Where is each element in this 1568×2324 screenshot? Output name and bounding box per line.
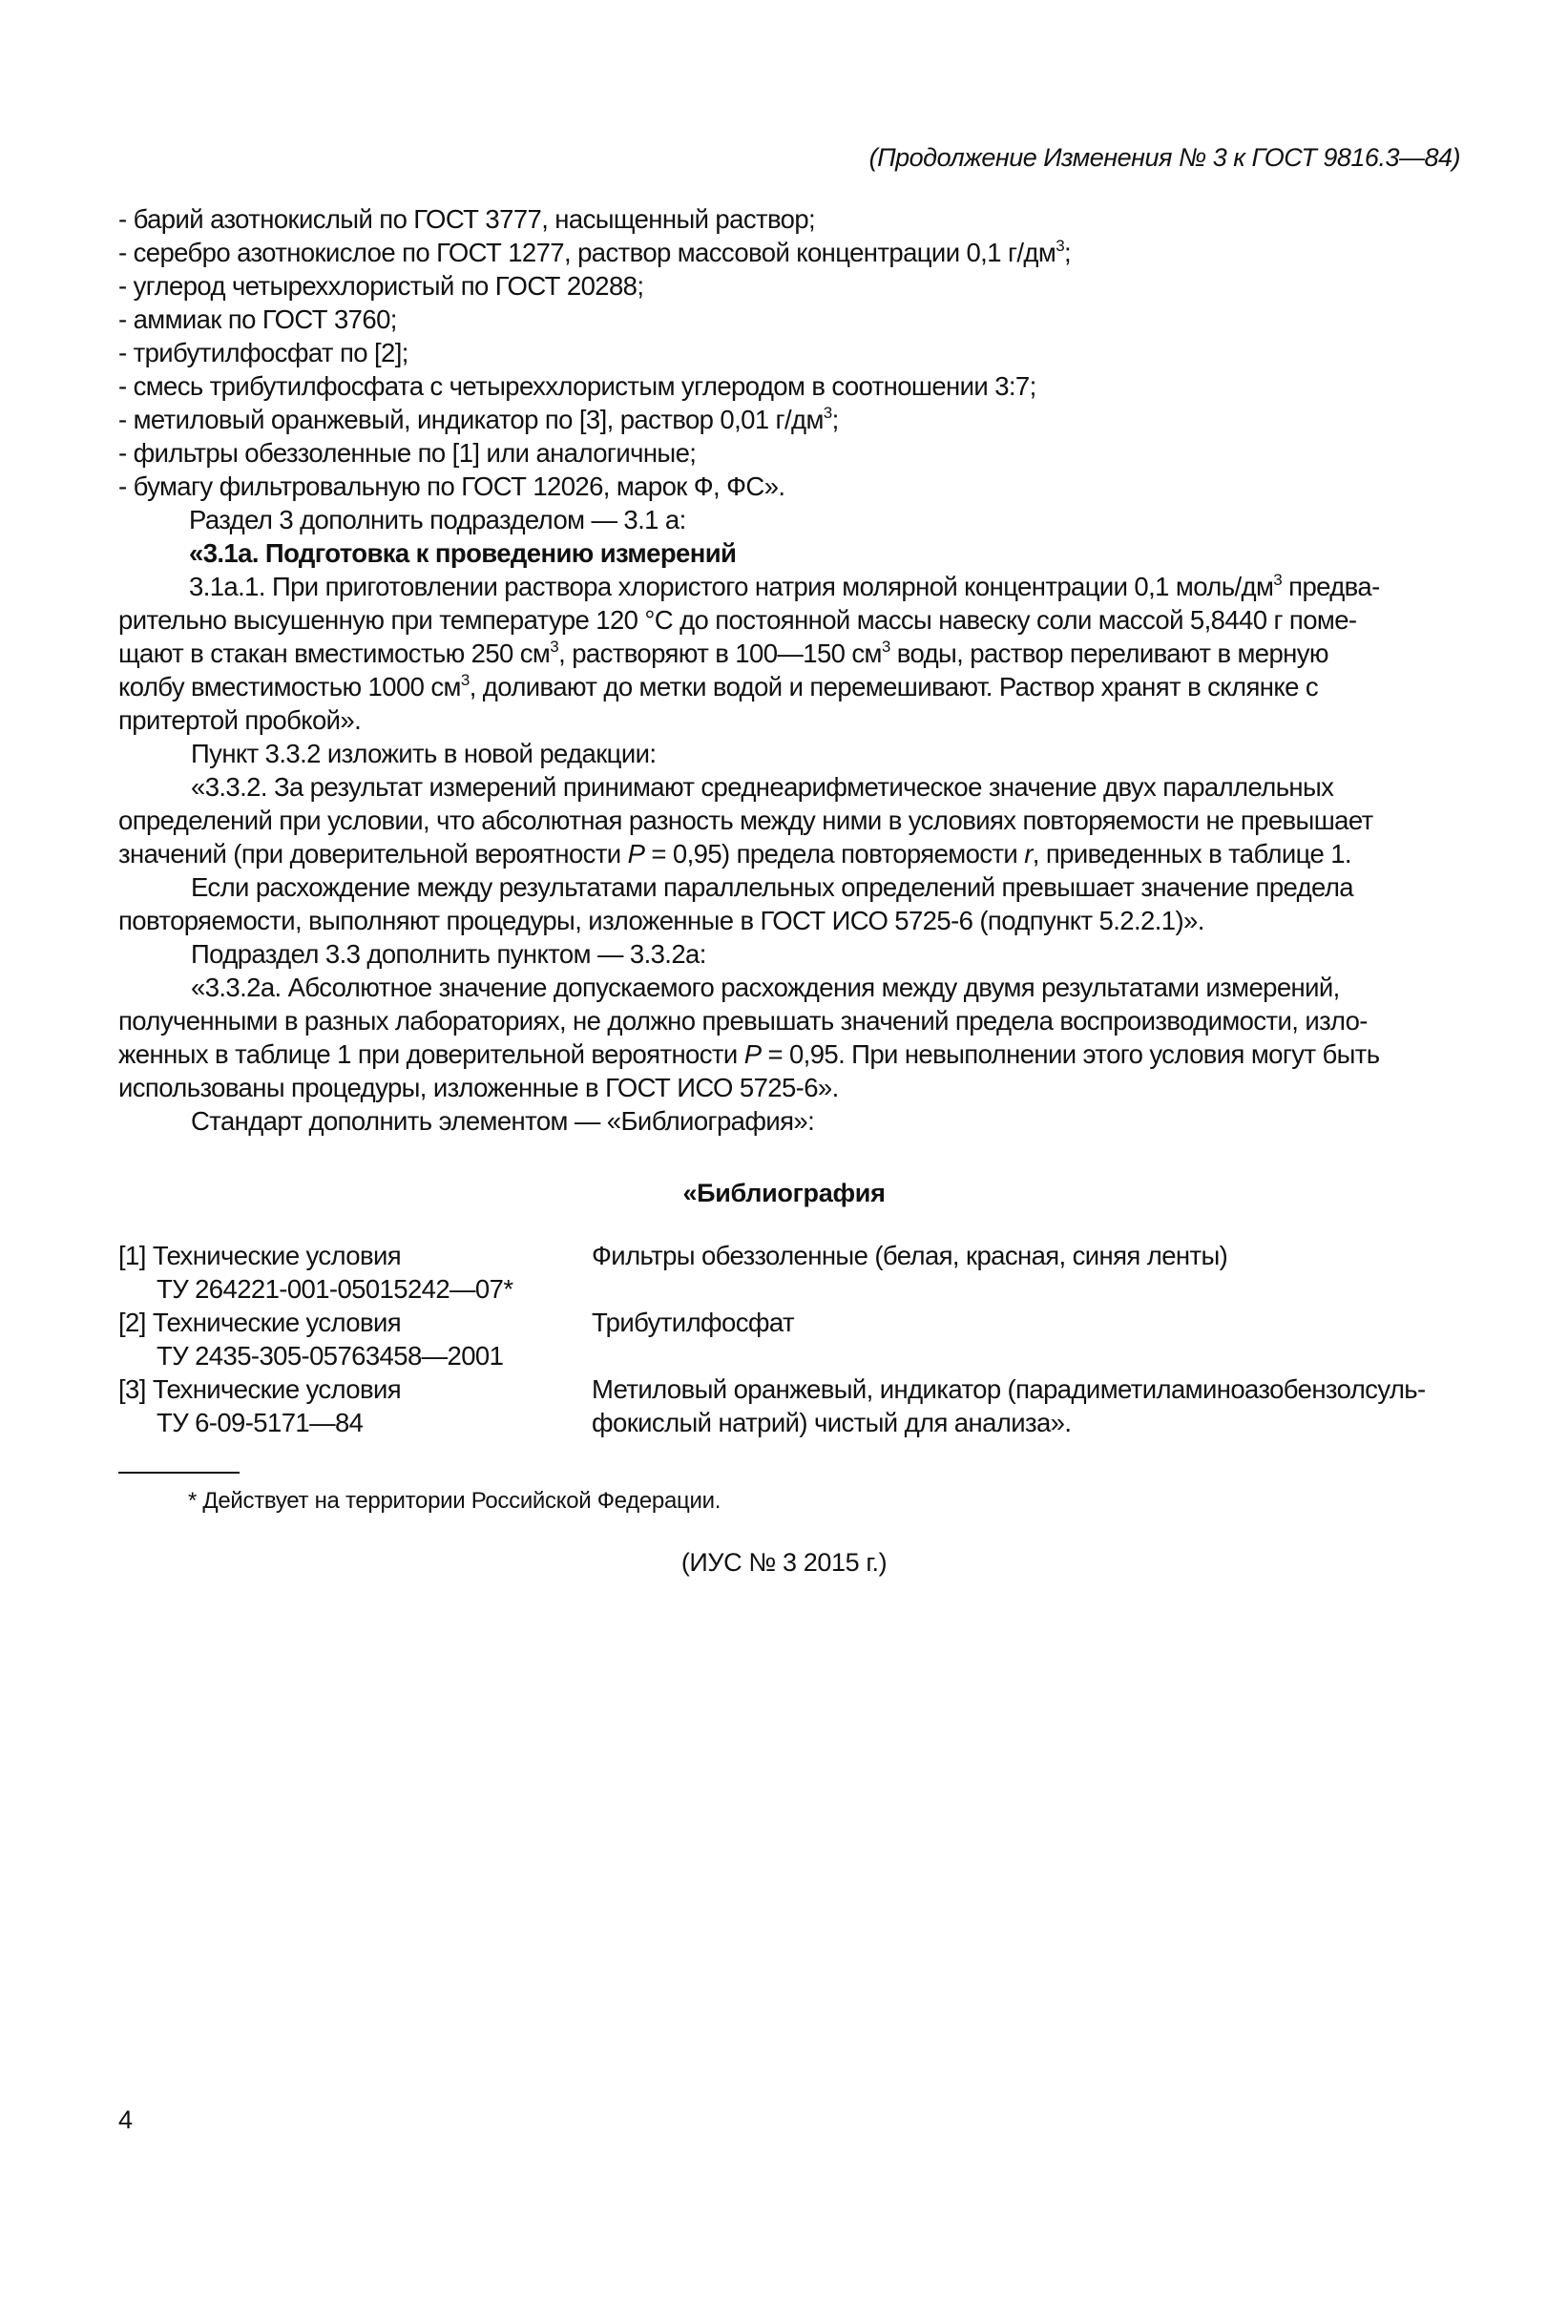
bibliography-title: Метиловый оранжевый, индикатор (парадиметиламиноазобензолсуль- фокислый натрий) чистый для анализа».: [592, 1374, 1426, 1437]
list-item: - смесь трибутилфосфата с четыреххлористым углеродом в соотношении 3:7;: [118, 371, 1036, 401]
list-item: - бумагу фильтровальную по ГОСТ 12026, марок Ф, ФС».: [118, 471, 785, 501]
bibliography-reference: [3] Технические условия ТУ 6-09-5171—84: [118, 1374, 402, 1437]
paragraph-line: щают в стакан вместимостью 250 $см^3$, растворяют в 100—150 $см^3$ воды, раствор переливают в мерную: [118, 638, 1328, 668]
list-item: - трибутилфосфат по [2];: [118, 338, 408, 367]
footnote-rule: [118, 1472, 240, 1474]
list-item: - серебро азотнокислое по ГОСТ 1277, раствор массовой концентрации 0,1 $г/дм^3$;: [118, 237, 1072, 267]
list-item: - метиловый оранжевый, индикатор по [3], раствор 0,01 $г/дм^3$;: [118, 404, 839, 434]
paragraph-line: значений (при доверительной вероятности P = 0,95) предела повторяемости r, приведенных в таблице 1.: [118, 839, 1351, 869]
paragraph-line: использованы процедуры, изложенные в ГОСТ ИСО 5725-6».: [118, 1073, 839, 1102]
paragraph-line: притертой пробкой».: [118, 705, 362, 735]
paragraph-line: Если расхождение между результатами параллельных определений превышает значение предела: [191, 872, 1353, 902]
paragraph-line: женных в таблице 1 при доверительной вероятности P = 0,95. При невыполнении этого условия могут быть: [118, 1039, 1380, 1069]
bibliography-intro: Стандарт дополнить элементом — «Библиография»:: [191, 1106, 815, 1136]
paragraph-line: колбу вместимостью 1000 $см^3$, доливают до метки водой и перемешивают. Раствор хранят в склянке с: [118, 671, 1318, 701]
page-number: 4: [118, 2105, 134, 2134]
bibliography-entry: [118, 1306, 1454, 1372]
bibliography-title: Трибутилфосфат: [592, 1308, 794, 1337]
paragraph-line: рительно высушенную при температуре 120 °С до постоянной массы навеску соли массой 5,8440 г поме-: [118, 605, 1357, 635]
bibliography-reference: [1] Технические условия ТУ 264221-001-05015242—07*: [118, 1241, 513, 1304]
paragraph-line: «3.3.2. За результат измерений принимают среднеарифметическое значение двух параллельных: [191, 772, 1334, 802]
bibliography-entry: [118, 1372, 1454, 1439]
bibliography-heading: «Библиография: [682, 1179, 886, 1207]
bibliography-title: Фильтры обеззоленные (белая, красная, синяя ленты): [592, 1241, 1228, 1270]
bibliography-list: [118, 1239, 1454, 1439]
bibliography-entry: [118, 1239, 1454, 1306]
bibliography-reference: [2] Технические условия ТУ 2435-305-05763458—2001: [118, 1308, 504, 1371]
section3-intro: Раздел 3 дополнить подразделом — 3.1 а:: [189, 505, 686, 534]
list-item: - аммиак по ГОСТ 3760;: [118, 304, 397, 334]
paragraph-line: «3.3.2а. Абсолютное значение допускаемого расхождения между двумя результатами измерений,: [191, 973, 1340, 1002]
list-item: - фильтры обеззоленные по [1] или аналогичные;: [118, 438, 697, 468]
amendment-body: [118, 202, 1454, 1138]
footnote: * Действует на территории Российской Федерации.: [188, 1488, 721, 1514]
paragraph-line: 3.1а.1. При приготовлении раствора хлористого натрия молярной концентрации 0,1 моль/$дм^3$ предва-: [189, 571, 1380, 601]
section3-heading: «3.1а. Подготовка к проведению измерений: [189, 538, 737, 568]
list-item: - углерод четыреххлористый по ГОСТ 20288;: [118, 271, 644, 301]
list-item: - барий азотнокислый по ГОСТ 3777, насыщенный раствор;: [118, 204, 816, 234]
paragraph-line: определений при условии, что абсолютная разность между ними в условиях повторяемости не превышает: [118, 806, 1373, 835]
paragraph-line: полученными в разных лабораториях, не должно превышать значений предела воспроизводимости, изло-: [118, 1006, 1368, 1036]
item332-intro: Пункт 3.3.2 изложить в новой редакции:: [191, 739, 657, 768]
item332a-intro: Подраздел 3.3 дополнить пунктом — 3.3.2а:: [191, 939, 706, 969]
paragraph-line: повторяемости, выполняют процедуры, изложенные в ГОСТ ИСО 5725-6 (подпункт 5.2.2.1)».: [118, 906, 1204, 935]
source-reference: (ИУС № 3 2015 г.): [680, 1548, 888, 1577]
running-header: (Продолжение Изменения № 3 к ГОСТ 9816.3—84): [868, 143, 1460, 172]
